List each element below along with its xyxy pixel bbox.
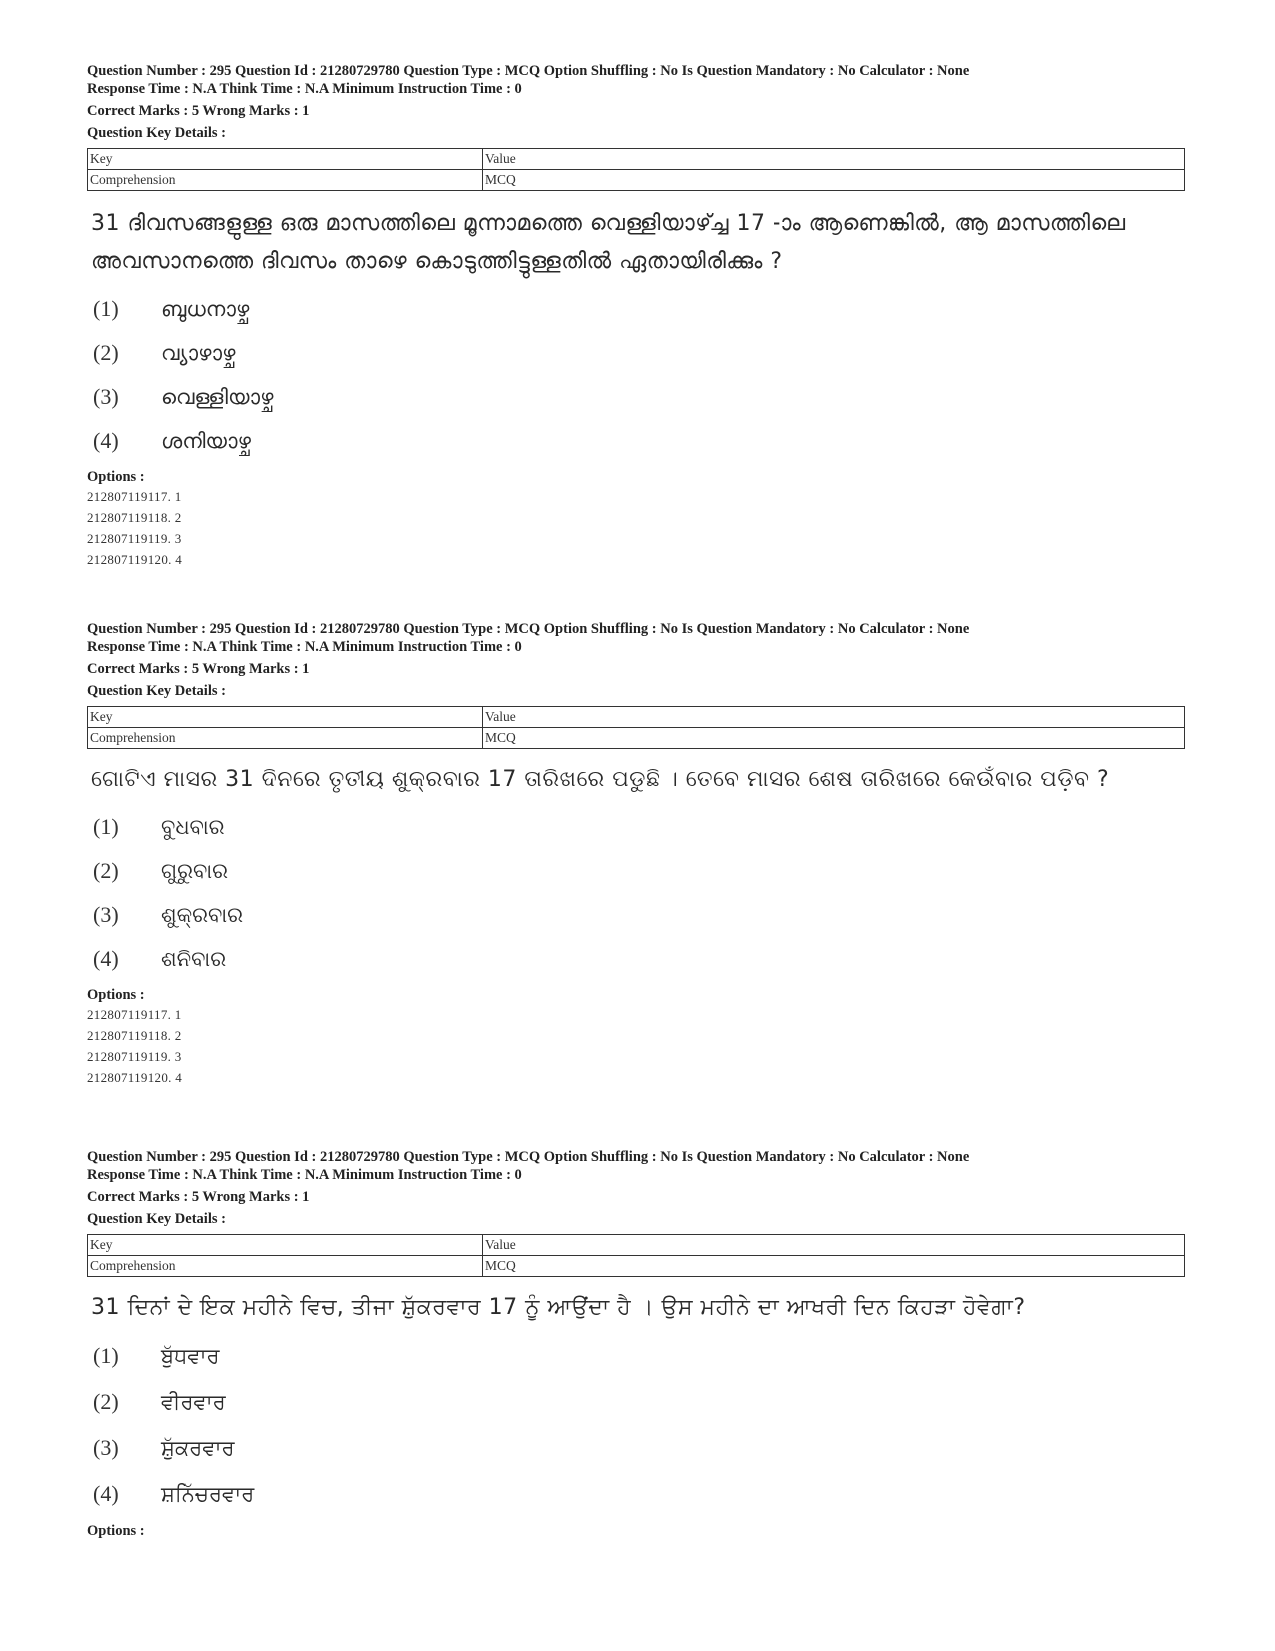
key-value-table (87, 148, 1185, 191)
key-cell: Comprehension (88, 728, 483, 749)
key-value-table (87, 1234, 1185, 1277)
option-number: (2) (93, 1389, 119, 1414)
options-label: Options : (87, 987, 145, 1003)
option-id: 212807119117. 1 (87, 1007, 182, 1022)
option-text: ਵੀਰਵਾਰ (161, 1389, 226, 1414)
key-cell: Comprehension (88, 170, 483, 191)
options-label: Options : (87, 1523, 145, 1539)
value-cell: MCQ (483, 170, 1185, 191)
question-text: 31 ਦਿਨਾਂ ਦੇ ਇਕ ਮਹੀਨੇ ਵਿਚ, ਤੀਜਾ ਸ਼ੁੱਕਰਵਾਰ 17 ਨੂੰ ਆਉਂਦਾ ਹੈ । ਉਸ ਮਹੀਨੇ ਦਾ ਆਖਰੀ ਦਿਨ ਕਿਹੜਾ ਹੋਵੇਗਾ? (91, 1295, 1026, 1320)
option-4 (87, 937, 1187, 981)
option-number: (3) (93, 1435, 119, 1460)
option-number: (1) (93, 1343, 119, 1368)
table-header-row (88, 707, 1185, 728)
marks-line: Correct Marks : 5 Wrong Marks : 1 (87, 661, 310, 677)
table-header-row (88, 1235, 1185, 1256)
options-label: Options : (87, 469, 145, 485)
option-text: ശനിയാഴ്ച (161, 428, 251, 453)
table-row (88, 1256, 1185, 1277)
option-text: ബുധനാഴ്ച (161, 296, 250, 321)
question-block-odia (87, 620, 1187, 1088)
question-text: 31 ദിവസങ്ങളുള്ള ഒരു മാസത്തിലെ മൂന്നാമത്തെ വെള്ളിയാഴ്ച്ച 17 -ാം ആണെങ്കിൽ, ആ മാസത്തിലെ അവസാനത്തെ ദിവസം താഴെ കൊടുത്തിട്ടുള്ളതിൽ ഏതായിരിക്കും ? (91, 211, 1126, 274)
option-text: വ്യാഴാഴ്ച (161, 340, 236, 365)
option-number: (1) (93, 296, 119, 321)
table-row (88, 170, 1185, 191)
question-text: ଗୋଟିଏ ମାସର 31 ଦିନରେ ତୃତୀୟ ଶୁକ୍ରବାର 17 ତାରିଖରେ ପଡୁଛି । ତେବେ ମାସର ଶେଷ ତାରିଖରେ କେଉଁବାର ପଡ଼ିବ ? (91, 767, 1110, 792)
response-time-line: Response Time : N.A Think Time : N.A Minimum Instruction Time : 0 (87, 639, 522, 655)
response-time-line: Response Time : N.A Think Time : N.A Minimum Instruction Time : 0 (87, 1167, 522, 1183)
option-3 (87, 1425, 1187, 1471)
option-id: 212807119118. 2 (87, 510, 182, 525)
option-number: (3) (93, 384, 119, 409)
option-id: 212807119120. 4 (87, 1070, 183, 1085)
option-4 (87, 419, 1187, 463)
response-time-line: Response Time : N.A Think Time : N.A Minimum Instruction Time : 0 (87, 81, 522, 97)
option-4 (87, 1471, 1187, 1517)
option-number: (2) (93, 858, 119, 883)
option-number: (1) (93, 814, 119, 839)
option-id: 212807119119. 3 (87, 1049, 182, 1064)
option-number: (4) (93, 946, 119, 971)
option-text: ਸ਼ਨਿੱਚਰਵਾਰ (161, 1481, 255, 1506)
option-id: 212807119119. 3 (87, 531, 182, 546)
option-2 (87, 849, 1187, 893)
option-3 (87, 375, 1187, 419)
option-text: ବୁଧବାର (161, 814, 225, 839)
option-id: 212807119118. 2 (87, 1028, 182, 1043)
question-meta-line: Question Number : 295 Question Id : 21280729780 Question Type : MCQ Option Shuffling : No Is Question Mandatory : No Calculator : None (87, 621, 970, 637)
option-text: വെള്ളിയാഴ്ച (161, 384, 274, 409)
key-header: Key (88, 1235, 483, 1256)
option-number: (4) (93, 428, 119, 453)
value-cell: MCQ (483, 1256, 1185, 1277)
value-header: Value (483, 149, 1185, 170)
question-block-punjabi (87, 1148, 1187, 1540)
option-id: 212807119120. 4 (87, 552, 183, 567)
table-header-row (88, 149, 1185, 170)
option-text: ਬੁੱਧਵਾਰ (161, 1343, 220, 1368)
marks-line: Correct Marks : 5 Wrong Marks : 1 (87, 1189, 310, 1205)
value-header: Value (483, 1235, 1185, 1256)
key-value-table (87, 706, 1185, 749)
key-details-label: Question Key Details : (87, 683, 226, 699)
option-id: 212807119117. 1 (87, 489, 182, 504)
option-number: (3) (93, 902, 119, 927)
marks-line: Correct Marks : 5 Wrong Marks : 1 (87, 103, 310, 119)
option-text: ਸ਼ੁੱਕਰਵਾਰ (161, 1435, 235, 1460)
option-text: ଗୁରୁବାର (161, 858, 229, 883)
option-1 (87, 805, 1187, 849)
key-details-label: Question Key Details : (87, 1211, 226, 1227)
question-meta-line: Question Number : 295 Question Id : 21280729780 Question Type : MCQ Option Shuffling : No Is Question Mandatory : No Calculator : None (87, 63, 970, 79)
question-meta-line: Question Number : 295 Question Id : 21280729780 Question Type : MCQ Option Shuffling : No Is Question Mandatory : No Calculator : None (87, 1149, 970, 1165)
option-text: ଶନିବାର (161, 946, 227, 971)
option-1 (87, 287, 1187, 331)
value-header: Value (483, 707, 1185, 728)
key-details-label: Question Key Details : (87, 125, 226, 141)
option-3 (87, 893, 1187, 937)
value-cell: MCQ (483, 728, 1185, 749)
key-cell: Comprehension (88, 1256, 483, 1277)
option-2 (87, 331, 1187, 375)
option-text: ଶୁକ୍ରବାର (161, 902, 244, 927)
option-1 (87, 1333, 1187, 1379)
option-number: (4) (93, 1481, 119, 1506)
key-header: Key (88, 149, 483, 170)
option-2 (87, 1379, 1187, 1425)
key-header: Key (88, 707, 483, 728)
table-row (88, 728, 1185, 749)
option-number: (2) (93, 340, 119, 365)
question-block-malayalam (87, 62, 1187, 570)
